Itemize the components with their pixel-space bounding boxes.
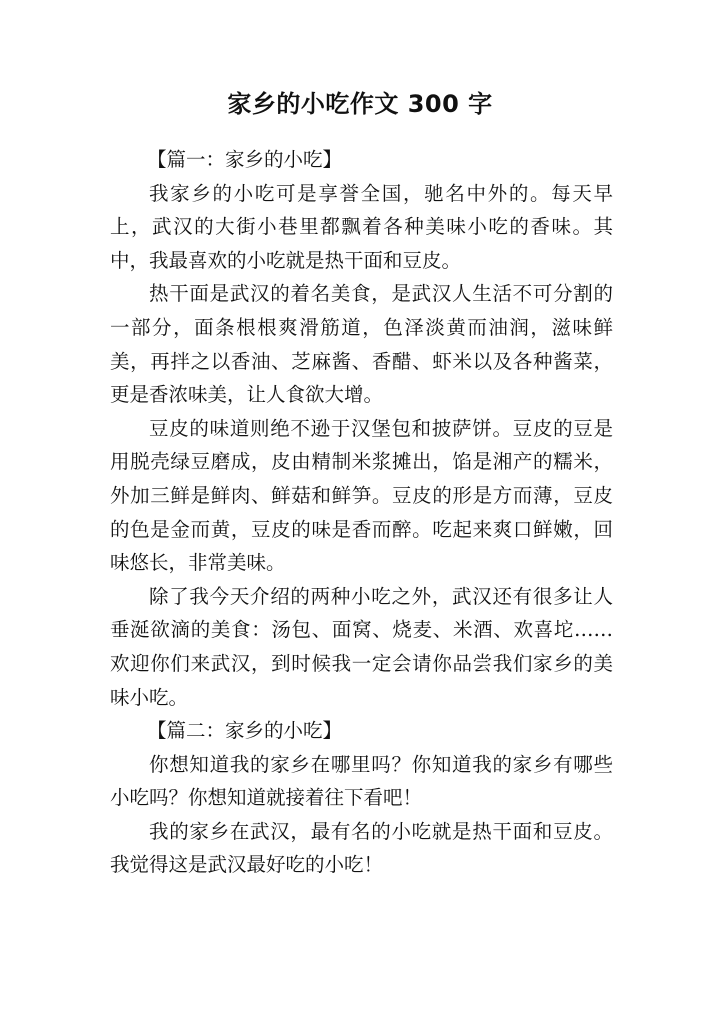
- paragraph: 豆皮的味道则绝不逊于汉堡包和披萨饼。豆皮的豆是用脱壳绿豆磨成，皮由精制米浆摊出，馅是湘产的糯米，外加三鲜是鲜肉、鲜菇和鲜笋。豆皮的形是方而薄，豆皮的色是金而黄，豆皮的味是香而醉。吃起来爽口鲜嫩，回味悠长，非常美味。: [110, 416, 613, 575]
- section-heading-1: 【篇一：家乡的小吃】: [147, 148, 343, 171]
- document-body: [110, 143, 613, 882]
- paragraph: 你想知道我的家乡在哪里吗？你知道我的家乡有哪些小吃吗？你想知道就接着往下看吧！: [110, 752, 613, 810]
- section-heading-2: 【篇二：家乡的小吃】: [147, 719, 343, 743]
- paragraph: 我家乡的小吃可是享誉全国，驰名中外的。每天早上，武汉的大街小巷里都飘着各种美味小吃的香味。其中，我最喜欢的小吃就是热干面和豆皮。: [110, 181, 613, 272]
- paragraph: 我的家乡在武汉，最有名的小吃就是热干面和豆皮。我觉得这是武汉最好吃的小吃！: [110, 819, 613, 877]
- paragraph: 热干面是武汉的着名美食，是武汉人生活不可分割的一部分，面条根根爽滑筋道，色泽淡黄而油润，滋味鲜美，再拌之以香油、芝麻酱、香醋、虾米以及各种酱菜，更是香浓味美，让人食欲大增。: [110, 282, 613, 407]
- paragraph: 除了我今天介绍的两种小吃之外，武汉还有很多让人垂涎欲滴的美食：汤包、面窝、烧麦、米酒、欢喜坨……欢迎你们来武汉，到时候我一定会请你品尝我们家乡的美味小吃。: [110, 584, 613, 709]
- document-title: 家乡的小吃作文 300 字: [227, 90, 493, 118]
